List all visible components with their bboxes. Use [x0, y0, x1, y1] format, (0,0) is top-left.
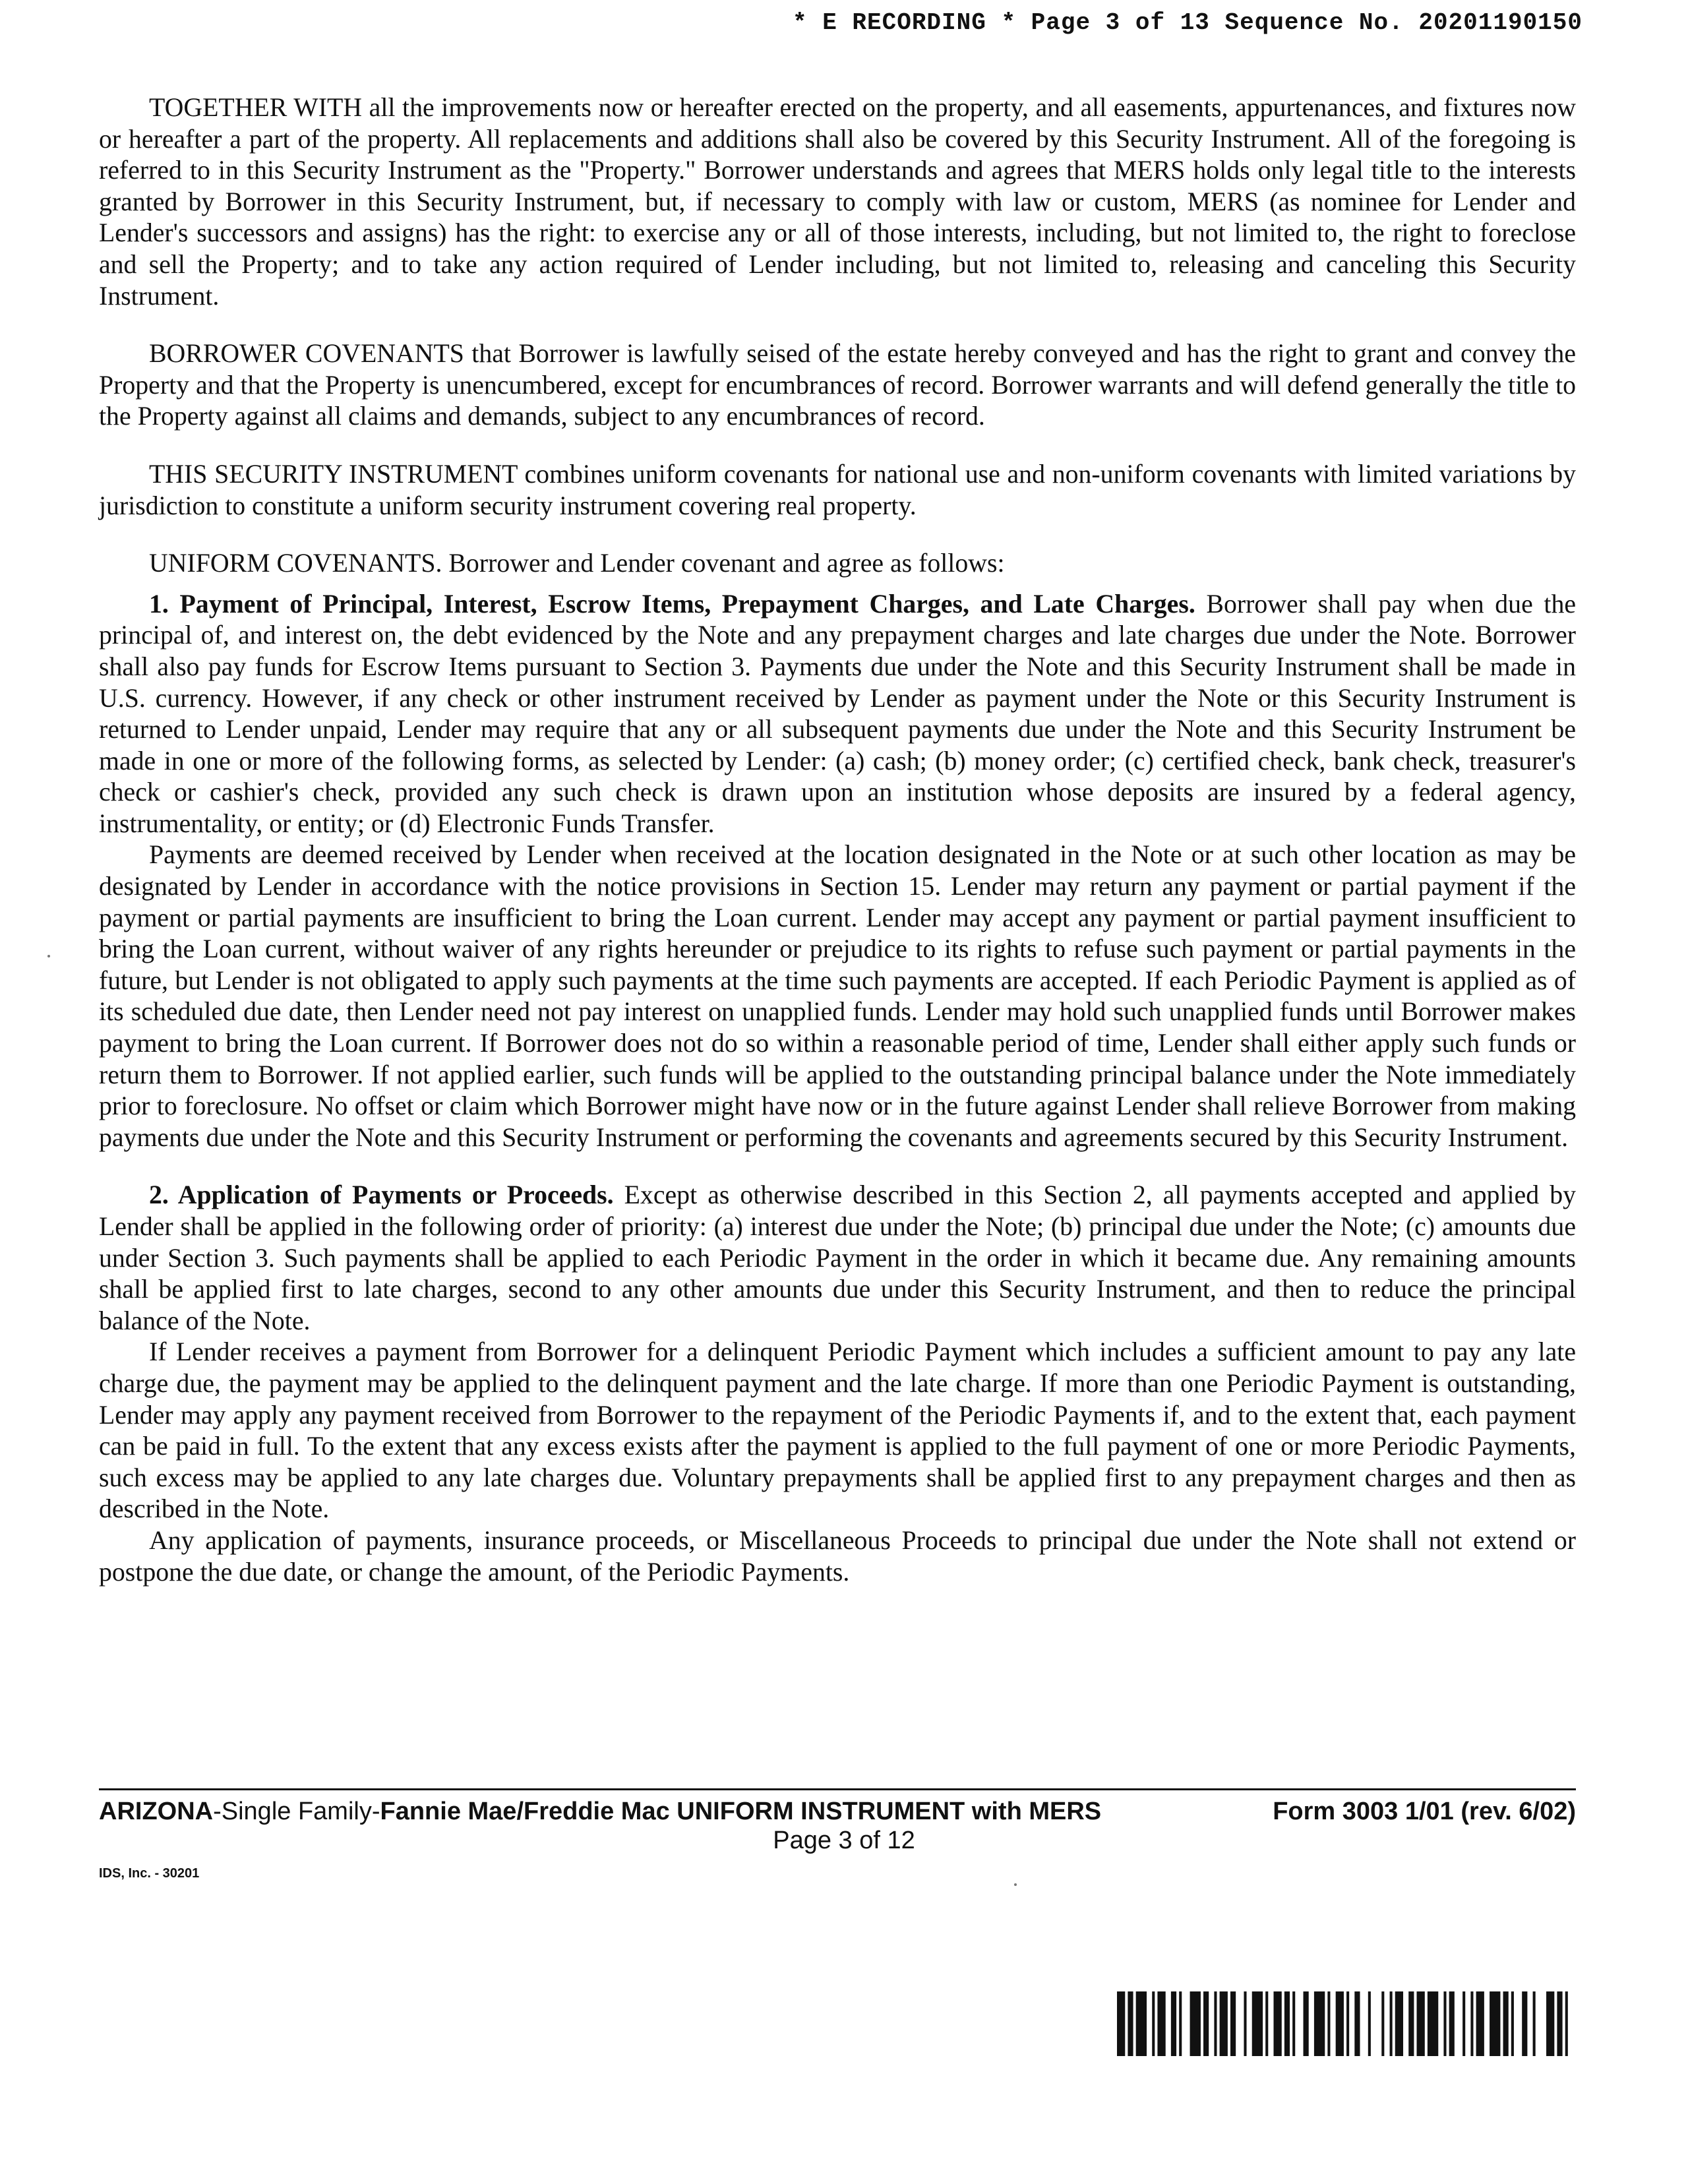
barcode-bar	[1490, 1991, 1500, 2056]
section-1-text: Borrower shall pay when due the principal of, and interest on, the debt evidenced by the Note and any prepayment charges and late charges due under the Note. Borrower shall also pay funds for Escrow Items pursuant to Section 3. Payments due under the Note and this Security Instrument shall be made in U.S. currency. However, if any check or other instrument received by Lender as payment under the Note or this Security Instrument is returned to Lender unpaid, Lender may require that any or all subsequent payments due under the Note and this Security Instrument be made in one or more of the following forms, as selected by Lender: (a) cash; (b) money order; (c) certified check, bank check, treasurer's check or cashier's check, provided any such check is drawn upon an institution whose deposits are insured by a federal agency, instrumentality, or entity; or (d) Electronic Funds Transfer.	[99, 589, 1577, 838]
property-paragraph: TOGETHER WITH all the improvements now or hereafter erected on the property, and all easements, appurtenances, and fixtures now or hereafter a part of the property. All replacements and additions shall also be covered by this Security Instrument. All of the foregoing is referred to in this Security Instrument as the "Property." Borrower understands and agrees that MERS holds only legal title to the interests granted by Borrower in this Security Instrument, but, if necessary to comply with law or custom, MERS (as nominee for Lender and Lender's successors and assigns) has the right: to exercise any or all of those interests, including, but not limited to, the right to foreclose and sell the Property; and to take any action required of Lender including, but not limited to, releasing and canceling this Security Instrument.	[99, 93, 1576, 311]
barcode-bar	[1179, 1991, 1182, 2056]
barcode-bar	[1327, 1991, 1330, 2056]
barcode-bar	[1273, 1991, 1281, 2056]
barcode-bar	[1368, 1991, 1371, 2056]
barcode-bar	[1203, 1991, 1209, 2056]
barcode-bar	[1381, 1991, 1384, 2056]
barcode-bar	[1503, 1991, 1509, 2056]
barcode-bar	[1395, 1991, 1403, 2056]
borrower-covenants-paragraph: BORROWER COVENANTS that Borrower is lawfully seised of the estate hereby conveyed and has the right to grant and convey the Property and that the Property is unencumbered, except for encumbrances of record. Borrower warrants and will defend generally the title to the Property against all claims and demands, subject to any encumbrances of record.	[99, 339, 1576, 431]
section-2-delinquent-payment: If Lender receives a payment from Borrower for a delinquent Periodic Payment which includes a sufficient amount to pay any late charge due, the payment may be applied to the delinquent payment and the late charge. If more than one Periodic Payment is outstanding, Lender may apply any payment received from Borrower to the repayment of the Periodic Payments if, and to the extent that, each payment can be paid in full. To the extent that any excess exists after the payment is applied to the full payment of one or more Periodic Payments, such excess may be applied to any late charges due. Voluntary prepayments shall be applied first to any prepayment charges and then as described in the Note.	[99, 1337, 1576, 1524]
footer-instrument-title	[99, 1798, 1101, 1826]
section-1-payments-received: Payments are deemed received by Lender when received at the location designated in the Note or at such other location as may be designated by Lender in accordance with the notice provisions in Section 15. Lender may return any payment or partial payment if the payment or partial payments are insufficient to bring the Loan current. Lender may accept any payment or partial payment insufficient to bring the Loan current, without waiver of any rights hereunder or prejudice to its rights to refuse such payment or partial payments in the future, but Lender is not obligated to apply such payments at the time such payments are accepted. If each Periodic Payment is applied as of its scheduled due date, then Lender need not pay interest on unapplied funds. Lender may hold such unapplied funds until Borrower makes payment to bring the Loan current. If Borrower does not do so within a reasonable period of time, Lender shall either apply such funds or return them to Borrower. If not applied earlier, such funds will be applied to the outstanding principal balance under the Note immediately prior to foreclosure. No offset or claim which Borrower might have now or in the future against Lender shall relieve Borrower from making payments due under the Note and this Security Instrument or performing the covenants and agreements secured by this Security Instrument.	[99, 840, 1576, 1152]
barcode-bar	[1136, 1991, 1147, 2056]
section-1-paragraph	[99, 589, 1576, 840]
barcode-bar	[1522, 1991, 1527, 2056]
footer-ids: IDS, Inc. - 30201	[99, 1866, 200, 1881]
document-body	[99, 92, 1576, 1588]
barcode-bar	[1533, 1991, 1536, 2056]
barcode-bar	[1336, 1991, 1344, 2056]
barcode-bar	[1304, 1991, 1309, 2056]
footer-page-number: Page 3 of 12	[773, 1827, 915, 1854]
footer-instrument: Fannie Mae/Freddie Mac UNIFORM INSTRUMENT with MERS	[380, 1798, 1102, 1825]
barcode-bar	[1292, 1991, 1295, 2056]
barcode-bar	[1511, 1991, 1514, 2056]
barcode-bar	[1314, 1991, 1325, 2056]
barcode-bar	[1230, 1991, 1236, 2056]
section-2-text: Except as otherwise described in this Section 2, all payments accepted and applied by Lender shall be applied in the following order of priority: (a) interest due under the Note; (b) principal due under the Note; (c) amounts due under Section 3. Such payments shall be applied to each Periodic Payment in the order in which it became due. Any remaining amounts shall be applied first to late charges, second to any other amounts due under this Security Instrument, and then to reduce the principal balance of the Note.	[99, 1180, 1576, 1335]
barcode-bar	[1214, 1991, 1217, 2056]
barcode-bar	[1265, 1991, 1268, 2056]
footer-family: -Single Family-	[213, 1798, 380, 1825]
barcode-bar	[1244, 1991, 1246, 2056]
section-2-paragraph	[99, 1180, 1576, 1337]
section-1-heading: 1. Payment of Principal, Interest, Escrow Items, Prepayment Charges, and Late Charges.	[149, 589, 1195, 619]
barcode-bar	[1546, 1991, 1554, 2056]
scan-speck	[1014, 1883, 1017, 1886]
barcode-bar	[1284, 1991, 1290, 2056]
barcode-bar	[1449, 1991, 1455, 2056]
footer-form-number: Form 3003 1/01 (rev. 6/02)	[1273, 1798, 1576, 1825]
barcode-bar	[1252, 1991, 1263, 2056]
barcode-bar	[1354, 1991, 1360, 2056]
uniform-covenants-paragraph: UNIFORM COVENANTS. Borrower and Lender covenant and agree as follows:	[149, 549, 1005, 578]
footer-divider	[99, 1788, 1576, 1790]
barcode-bar	[1220, 1991, 1228, 2056]
barcode-bar	[1557, 1991, 1562, 2056]
barcode-bar	[1128, 1991, 1133, 2056]
barcode-image	[1117, 1991, 1573, 2056]
barcode-bar	[1157, 1991, 1165, 2056]
barcode-bar	[1390, 1991, 1393, 2056]
barcode-bar	[1117, 1991, 1125, 2056]
section-2-heading: 2. Application of Payments or Proceeds.	[149, 1180, 614, 1210]
barcode-bar	[1190, 1991, 1201, 2056]
security-instrument-paragraph: THIS SECURITY INSTRUMENT combines uniform covenants for national use and non-uniform covenants with limited variations by jurisdiction to constitute a uniform security instrument covering real property.	[99, 459, 1576, 520]
barcode-bar	[1417, 1991, 1425, 2056]
barcode-bar	[1408, 1991, 1414, 2056]
barcode-bar	[1152, 1991, 1155, 2056]
barcode-bar	[1443, 1991, 1446, 2056]
barcode-bar	[1346, 1991, 1349, 2056]
barcode-bar	[1171, 1991, 1176, 2056]
barcode-bar	[1462, 1991, 1465, 2056]
recording-header: * E RECORDING * Page 3 of 13 Sequence No. 20201190150	[793, 9, 1582, 36]
barcode-bar	[1428, 1991, 1438, 2056]
scan-speck	[47, 955, 50, 957]
section-2-application: Any application of payments, insurance proceeds, or Miscellaneous Proceeds to principal due under the Note shall not extend or postpone the due date, or change the amount, of the Periodic Payments.	[99, 1525, 1576, 1587]
barcode-bar	[1476, 1991, 1484, 2056]
footer-form-line	[99, 1798, 1576, 1826]
barcode-bar	[1565, 1991, 1568, 2056]
barcode-bar	[1470, 1991, 1473, 2056]
footer-state: ARIZONA	[99, 1798, 214, 1825]
